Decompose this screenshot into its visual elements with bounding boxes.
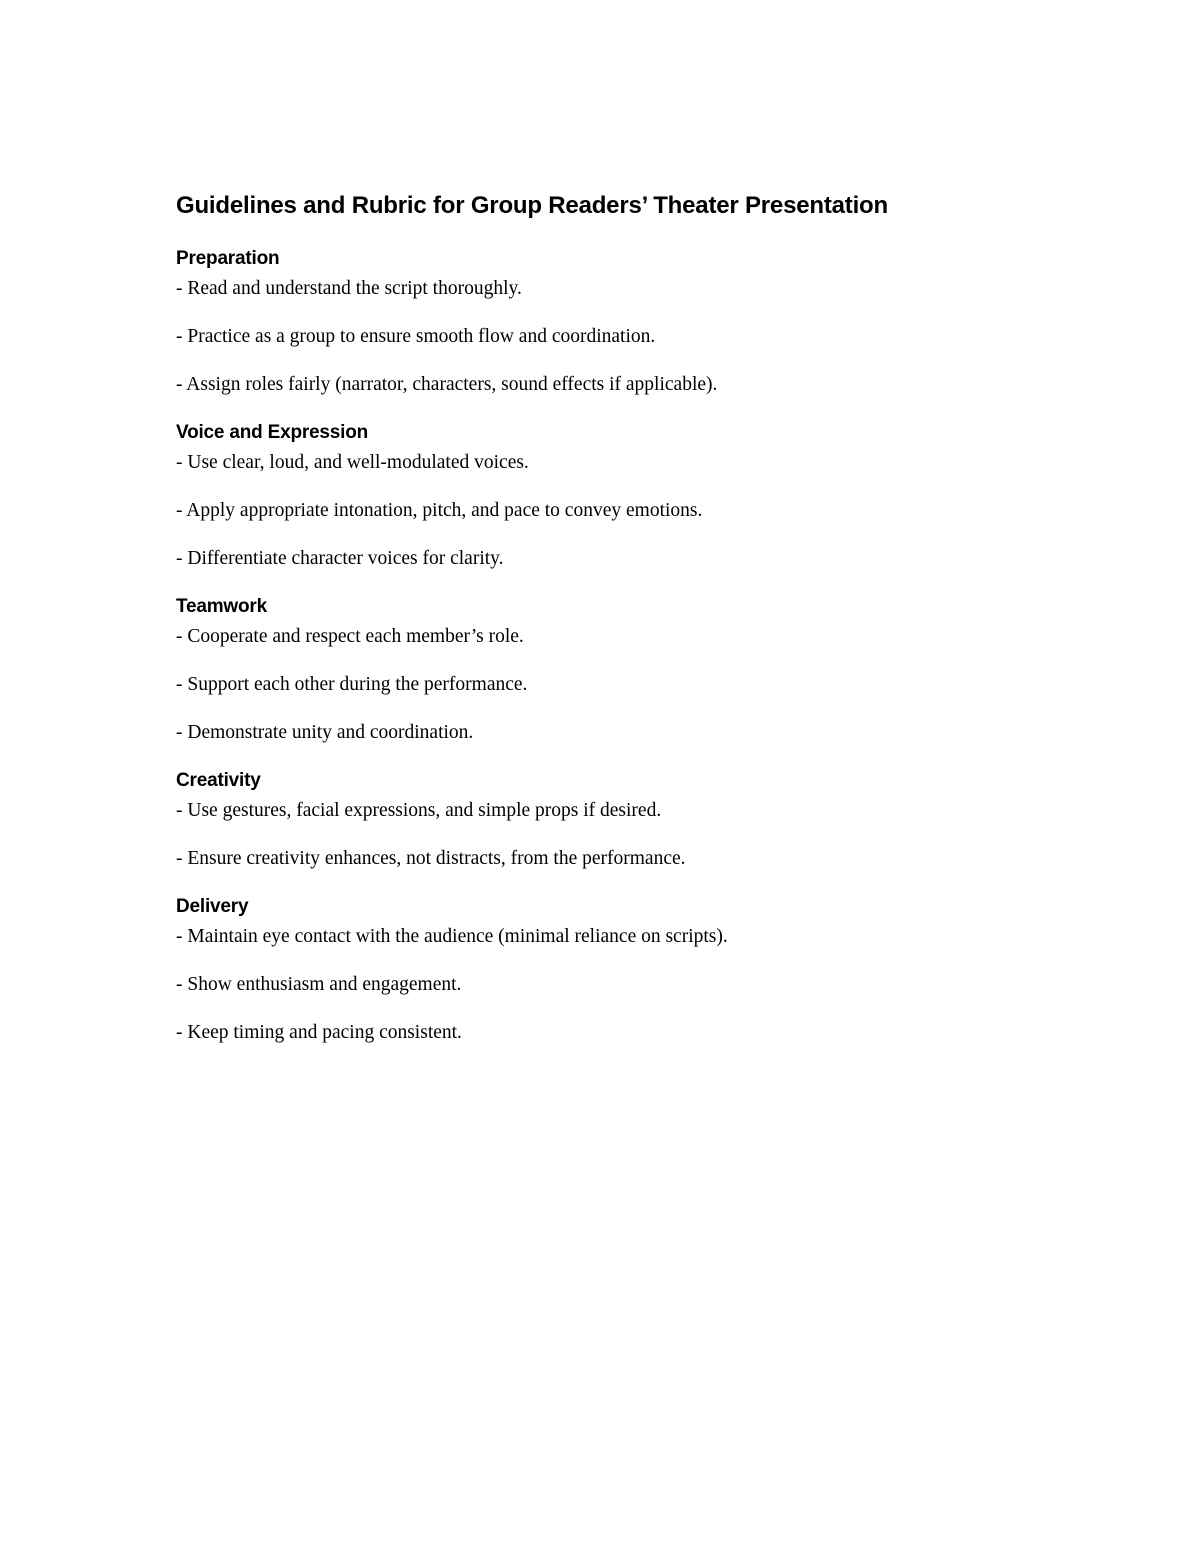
guideline-item: - Apply appropriate intonation, pitch, and pace to convey emotions. <box>176 500 703 521</box>
guideline-list <box>176 449 1076 573</box>
title-spacer <box>176 224 1076 246</box>
section-heading: Creativity <box>176 770 261 791</box>
guideline-list <box>176 623 1076 747</box>
guideline-item: - Differentiate character voices for clarity. <box>176 548 504 569</box>
guideline-list <box>176 797 1076 873</box>
guideline-item: - Cooperate and respect each member’s role. <box>176 626 524 647</box>
section-heading: Delivery <box>176 896 249 917</box>
section-heading: Voice and Expression <box>176 422 369 443</box>
guideline-item: - Ensure creativity enhances, not distracts, from the performance. <box>176 848 686 869</box>
document-page <box>176 188 1076 1047</box>
section-voice-and-expression <box>176 420 1076 573</box>
section-heading: Preparation <box>176 248 280 269</box>
guideline-list <box>176 923 1076 1047</box>
guideline-item: - Use gestures, facial expressions, and simple props if desired. <box>176 800 662 821</box>
guideline-item: - Keep timing and pacing consistent. <box>176 1022 462 1043</box>
section-teamwork <box>176 594 1076 747</box>
section-creativity <box>176 768 1076 873</box>
guideline-item: - Show enthusiasm and engagement. <box>176 974 462 995</box>
guideline-item: - Read and understand the script thoroughly. <box>176 278 522 299</box>
guideline-item: - Support each other during the performance. <box>176 674 528 695</box>
guideline-item: - Practice as a group to ensure smooth flow and coordination. <box>176 326 656 347</box>
section-delivery <box>176 894 1076 1047</box>
section-preparation <box>176 246 1076 399</box>
guideline-item: - Demonstrate unity and coordination. <box>176 722 474 743</box>
guideline-item: - Maintain eye contact with the audience (minimal reliance on scripts). <box>176 926 728 947</box>
guideline-list <box>176 275 1076 399</box>
guideline-item: - Assign roles fairly (narrator, characters, sound effects if applicable). <box>176 374 718 395</box>
section-heading: Teamwork <box>176 596 267 617</box>
document-title: Guidelines and Rubric for Group Readers’ Theater Presentation <box>176 192 888 219</box>
guideline-item: - Use clear, loud, and well-modulated voices. <box>176 452 529 473</box>
